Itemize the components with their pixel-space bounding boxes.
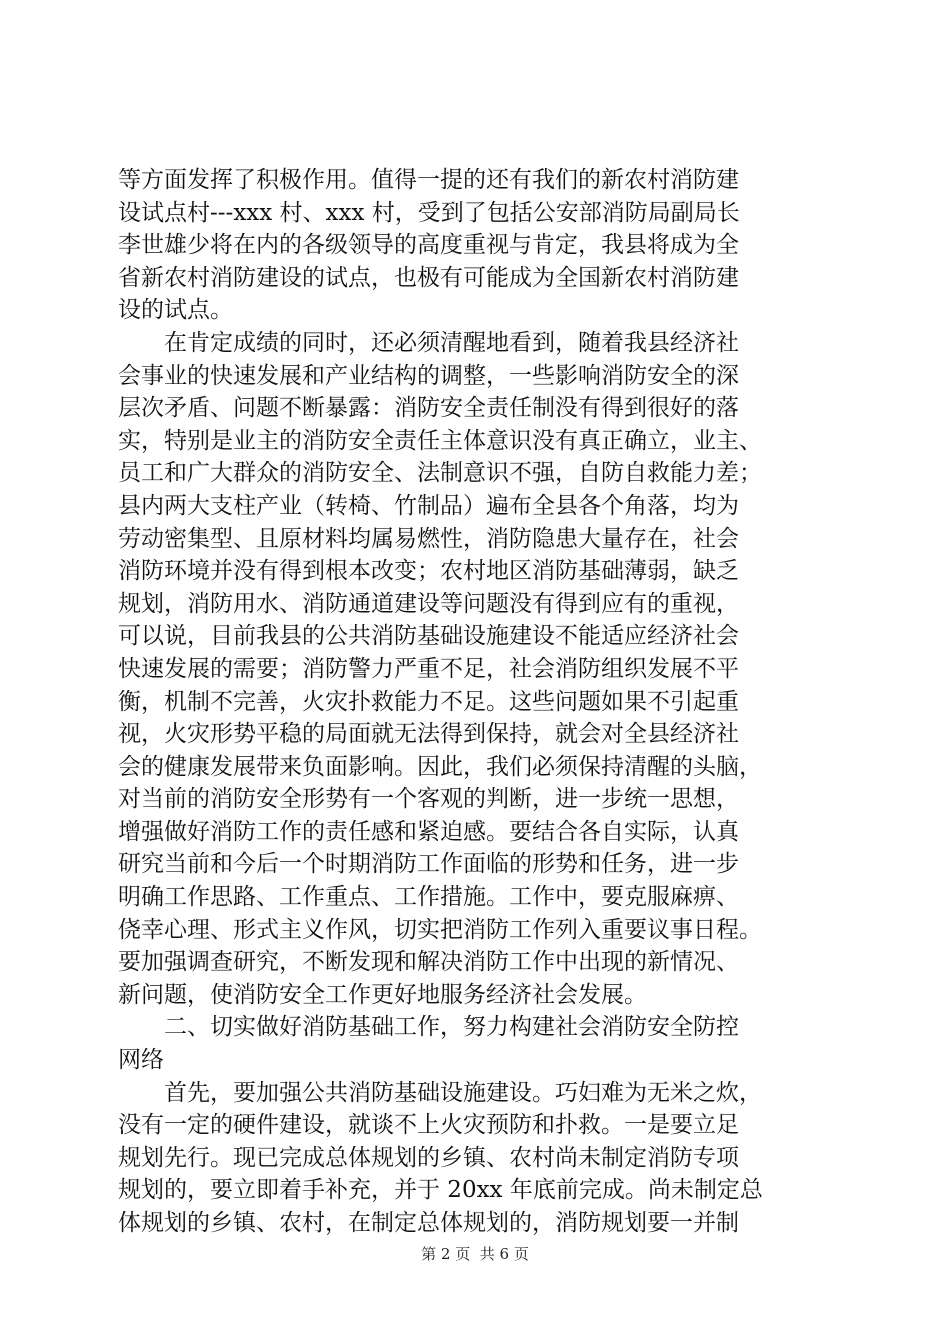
text-line: 增强做好消防工作的责任感和紧迫感。要结合各自实际，认真 xyxy=(118,818,739,845)
text-line: 首先，要加强公共消防基础设施建设。巧妇难为无米之炊， xyxy=(118,1079,762,1106)
text-line: 衡，机制不完善，火灾扑救能力不足。这些问题如果不引起重 xyxy=(118,688,739,715)
text-line: 层次矛盾、问题不断暴露：消防安全责任制没有得到很好的落 xyxy=(118,395,739,422)
text-line: 实，特别是业主的消防安全责任主体意识没有真正确立，业主、 xyxy=(118,427,762,454)
text-line: 视，火灾形势平稳的局面就无法得到保持，就会对全县经济社 xyxy=(118,721,739,748)
text-line: 会的健康发展带来负面影响。因此，我们必须保持清醒的头脑， xyxy=(118,753,762,780)
text-line: 员工和广大群众的消防安全、法制意识不强，自防自救能力差； xyxy=(118,460,762,487)
text-line: 等方面发挥了积极作用。值得一提的还有我们的新农村消防建 xyxy=(118,167,739,193)
text-line: 会事业的快速发展和产业结构的调整，一些影响消防安全的深 xyxy=(118,362,739,389)
page-footer: 第 2 页 共 6 页 xyxy=(421,1245,529,1263)
text-line: 李世雄少将在内的各级领导的高度重视与肯定，我县将成为全 xyxy=(118,232,739,259)
text-line: 新问题，使消防安全工作更好地服务经济社会发展。 xyxy=(118,981,647,1008)
text-line: 县内两大支柱产业（转椅、竹制品）遍布全县各个角落，均为 xyxy=(118,492,739,519)
text-line: 设的试点。 xyxy=(118,297,233,324)
document-body xyxy=(118,164,846,1240)
text-line: 可以说，目前我县的公共消防基础设施建设不能适应经济社会 xyxy=(118,623,739,650)
text-line: 体规划的乡镇、农村，在制定总体规划的，消防规划要一并制 xyxy=(118,1210,739,1236)
text-line: 在肯定成绩的同时，还必须清醒地看到，随着我县经济社 xyxy=(118,329,739,356)
text-line: 对当前的消防安全形势有一个客观的判断，进一步统一思想， xyxy=(118,786,739,813)
text-line: 没有一定的硬件建设，就谈不上火灾预防和扑救。一是要立足 xyxy=(118,1112,739,1139)
text-line: 侥幸心理、形式主义作风，切实把消防工作列入重要议事日程。 xyxy=(118,916,762,943)
text-line: 要加强调查研究，不断发现和解决消防工作中出现的新情况、 xyxy=(118,949,739,976)
text-line: 快速发展的需要；消防警力严重不足，社会消防组织发展不平 xyxy=(118,655,739,682)
text-line: 明确工作思路、工作重点、工作措施。工作中，要克服麻痹、 xyxy=(118,884,739,911)
text-line: 规划，消防用水、消防通道建设等问题没有得到应有的重视， xyxy=(118,590,739,617)
text-line: 劳动密集型、且原材料均属易燃性，消防隐患大量存在，社会 xyxy=(118,525,739,552)
text-line: 设试点村---xxx 村、xxx 村，受到了包括公安部消防局副局长 xyxy=(118,199,740,226)
text-line: 规划先行。现已完成总体规划的乡镇、农村尚未制定消防专项 xyxy=(118,1144,739,1171)
text-line: 二、切实做好消防基础工作，努力构建社会消防安全防控 xyxy=(118,1014,739,1041)
text-line: 消防环境并没有得到根本改变；农村地区消防基础薄弱，缺乏 xyxy=(118,558,739,585)
text-line: 省新农村消防建设的试点，也极有可能成为全国新农村消防建 xyxy=(118,264,739,291)
text-line: 网络 xyxy=(118,1047,164,1074)
text-line: 研究当前和今后一个时期消防工作面临的形势和任务，进一步 xyxy=(118,851,739,878)
text-line: 规划的，要立即着手补充，并于 20xx 年底前完成。尚未制定总 xyxy=(118,1177,763,1204)
